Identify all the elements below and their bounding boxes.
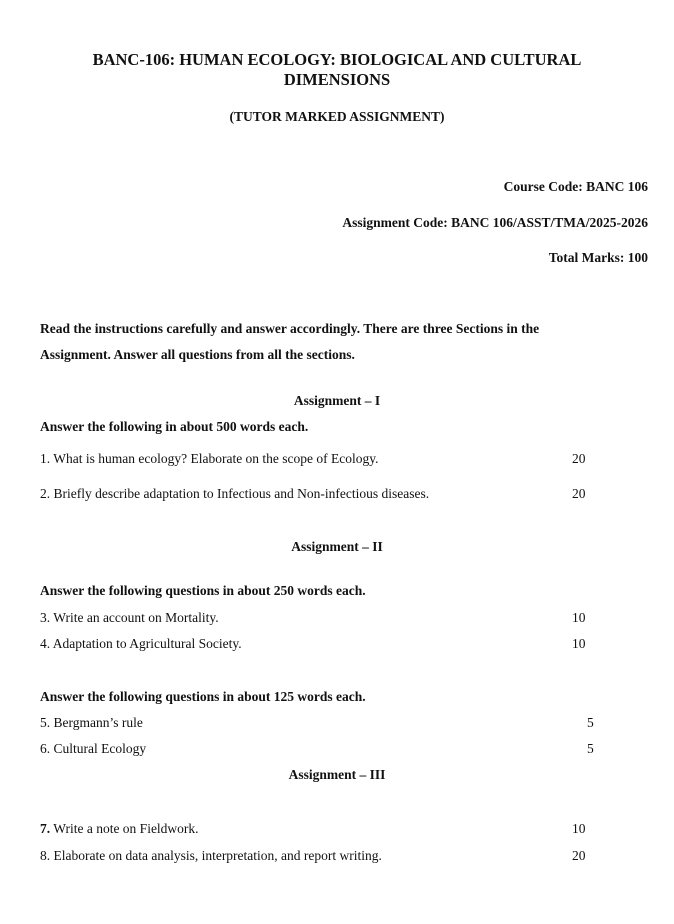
document-title-line1: BANC-106: HUMAN ECOLOGY: BIOLOGICAL AND CULTURAL xyxy=(92,50,582,69)
instructions-line2: Assignment. Answer all questions from all the sections. xyxy=(40,347,355,362)
question-1: 1. What is human ecology? Elaborate on the scope of Ecology. xyxy=(40,451,379,466)
question-6-marks: 5 xyxy=(587,741,594,756)
question-5: 5. Bergmann’s rule xyxy=(40,715,143,730)
question-1-marks: 20 xyxy=(572,451,586,466)
question-5-marks: 5 xyxy=(587,715,594,730)
section-heading-2: Assignment – II xyxy=(291,539,383,554)
group-instruction: Answer the following questions in about 250 words each. xyxy=(40,583,366,598)
document-title-line2: DIMENSIONS xyxy=(283,70,391,89)
question-7-marks: 10 xyxy=(572,821,586,836)
question-4-marks: 10 xyxy=(572,636,586,651)
question-8-marks: 20 xyxy=(572,848,586,863)
question-7-text: Write a note on Fieldwork. xyxy=(50,821,199,836)
question-7-number: 7. xyxy=(40,821,51,836)
question-2: 2. Briefly describe adaptation to Infectious and Non-infectious diseases. xyxy=(40,486,430,501)
question-6: 6. Cultural Ecology xyxy=(40,741,147,756)
group-instruction: Answer the following in about 500 words each. xyxy=(40,419,309,434)
section-heading-3: Assignment – III xyxy=(288,767,386,782)
instructions-line1: Read the instructions carefully and answer accordingly. There are three Sections in the xyxy=(40,321,540,336)
question-2-marks: 20 xyxy=(572,486,586,501)
total-marks: Total Marks: 100 xyxy=(548,250,648,265)
section-heading-1: Assignment – I xyxy=(293,393,381,408)
question-3-marks: 10 xyxy=(572,610,586,625)
assignment-code: Assignment Code: BANC 106/ASST/TMA/2025-2026 xyxy=(342,215,648,230)
question-4: 4. Adaptation to Agricultural Society. xyxy=(40,636,242,651)
question-8: 8. Elaborate on data analysis, interpretation, and report writing. xyxy=(40,848,382,863)
course-code: Course Code: BANC 106 xyxy=(503,179,648,194)
question-7 xyxy=(40,820,199,838)
document-subtitle: (TUTOR MARKED ASSIGNMENT) xyxy=(229,109,445,124)
question-3: 3. Write an account on Mortality. xyxy=(40,610,219,625)
group-instruction: Answer the following questions in about 125 words each. xyxy=(40,689,366,704)
